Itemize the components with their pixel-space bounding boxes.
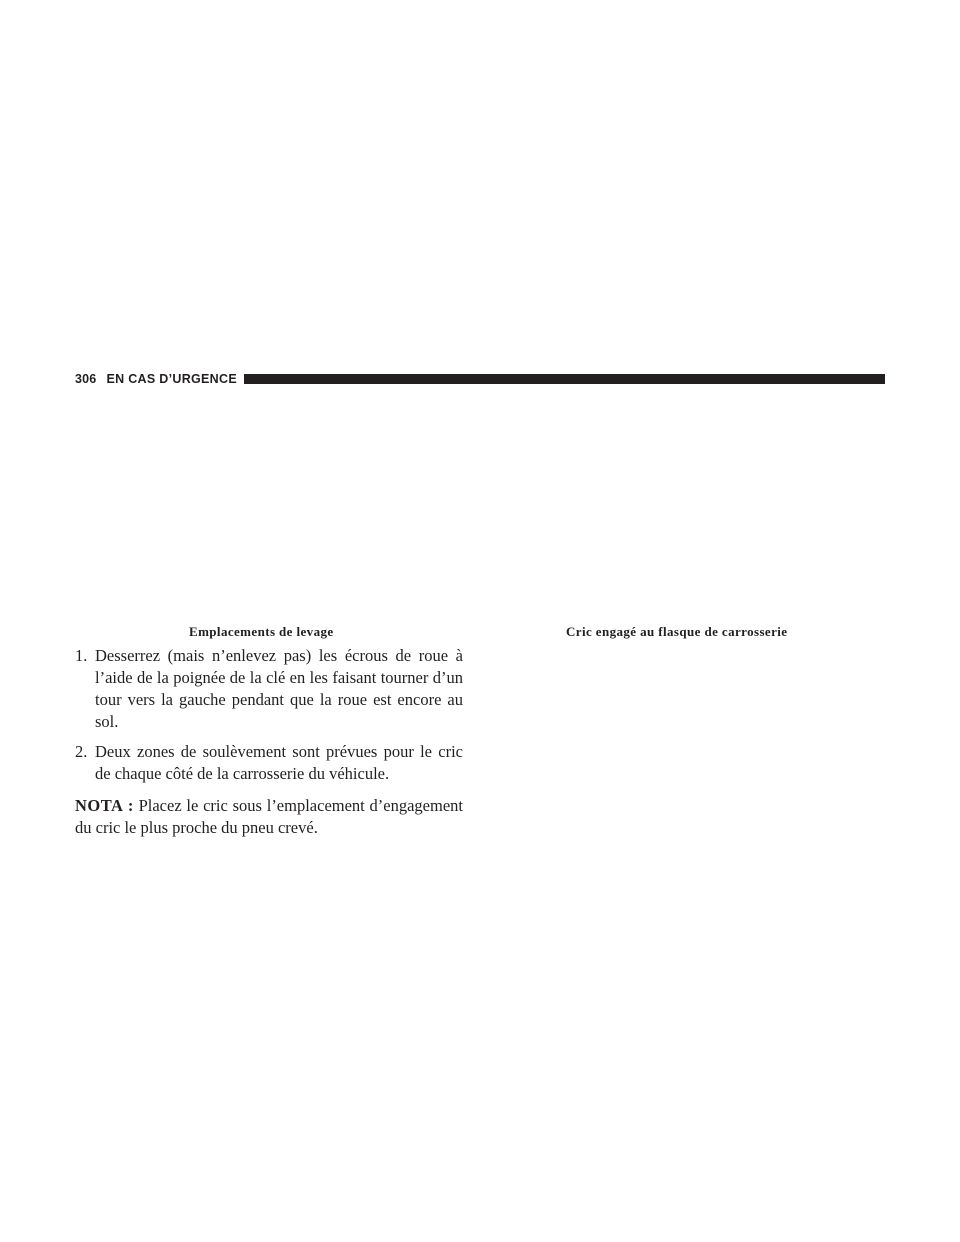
step-item [75, 741, 463, 785]
note-text: Placez le cric sous l’emplacement d’engagement du cric le plus proche du pneu crevé. [75, 796, 463, 837]
header-rule [244, 374, 885, 384]
step-item [75, 645, 463, 733]
page-header [75, 369, 885, 389]
step-text: Deux zones de soulèvement sont prévues pour le cric de chaque côté de la carrosserie du véhicule. [95, 742, 463, 783]
step-number: 2. [75, 742, 88, 761]
body-text-column [75, 645, 463, 839]
section-title: EN CAS D’URGENCE [106, 372, 237, 386]
note-paragraph [75, 795, 463, 839]
step-text: Desserrez (mais n’enlevez pas) les écrous de roue à l’aide de la poignée de la clé en les faisant tourner d’un tour vers la gauche pendant que la roue est encore au sol. [95, 646, 463, 731]
page-number: 306 [75, 372, 97, 386]
note-label: NOTA : [75, 796, 134, 815]
figure-caption-right: Cric engagé au flasque de carrosserie [566, 624, 788, 639]
figure-caption-left: Emplacements de levage [189, 624, 334, 639]
step-number: 1. [75, 646, 88, 665]
